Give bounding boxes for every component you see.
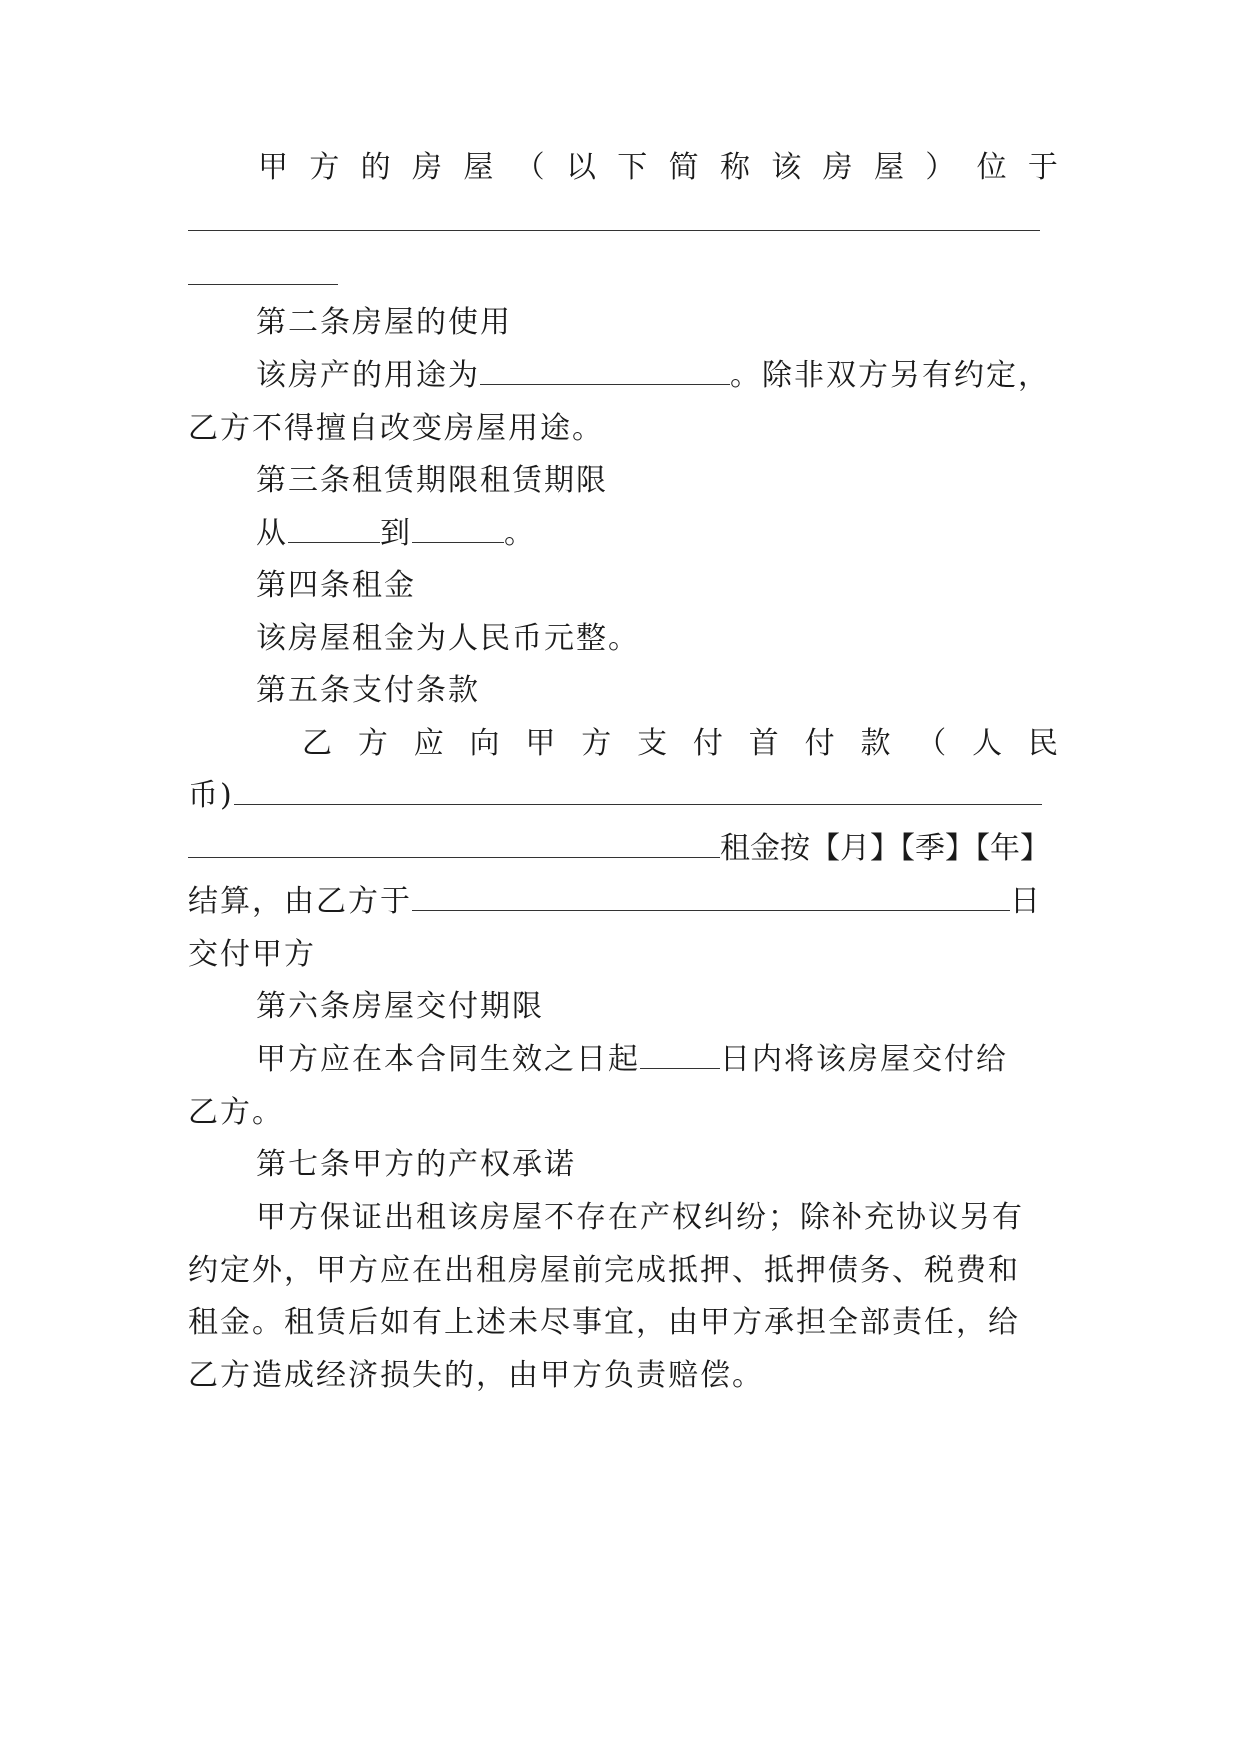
clause1-char: 甲 [258,150,288,185]
clause4-text: 该房屋租金为人民币元整。 [256,621,640,656]
clause5-line2 [188,770,1058,822]
clause1-char: 下 [617,150,648,185]
clause2-line1-text-a: 该房产的用途为 [256,358,480,393]
clause7-line2: 约定外，甲方应在出租房屋前完成抵押、抵押债务、税费和 [188,1253,1020,1288]
clause2-line1 [256,350,1058,402]
clause1-char: ） [925,150,956,185]
clause6-line1-text-b: 日内将该房屋交付给 [720,1042,1008,1077]
down-payment-blank [234,776,1042,805]
clause3-end: 。 [504,516,536,551]
clause1-char: 方 [309,150,340,185]
clause7-line1: 甲方保证出租该房屋不存在产权纠纷；除补充协议另有 [256,1200,1024,1235]
end-date-blank [412,514,504,543]
clause7-line3: 租金。租赁后如有上述未尽事宜，由甲方承担全部责任，给 [188,1305,1020,1340]
clause2-line2: 乙方不得擅自改变房屋用途。 [188,411,604,446]
clause6-line1-text-a: 甲方应在本合同生效之日起 [256,1042,640,1077]
clause5-char: 付 [692,726,723,761]
clause5-char: 支 [637,726,668,761]
clause1-char: 位 [976,150,1007,185]
clause5-char: 人 [972,726,1003,761]
clause3-from: 从 [256,516,288,551]
clause1-char: 房 [411,150,442,185]
down-payment-blank-cont [188,829,720,858]
clause5-char: 首 [748,726,779,761]
clause7-title: 第七条甲方的产权承诺 [256,1147,576,1182]
clause2-line1-text-b: 。除非双方另有约定， [730,358,1050,393]
blank-rule-address-2 [188,284,338,285]
clause5-char: 乙 [302,726,332,761]
clause1-line [258,142,1058,194]
clause5-char: 向 [469,726,500,761]
payment-day-blank [412,882,1010,911]
clause5-line4 [188,876,1058,928]
clause3-to: 到 [380,516,412,551]
clause5-char: 民 [1027,726,1058,761]
clause1-char: 以 [565,150,596,185]
clause5-char: 甲 [525,726,556,761]
clause5-char: 付 [804,726,835,761]
clause5-line3-text: 租金按【月】【季】【年】 [720,831,1050,866]
clause5-char: （ [916,726,947,761]
clause1-char: 屋 [463,150,494,185]
use-blank [480,356,730,385]
clause1-char: 房 [822,150,853,185]
clause1-char: 的 [360,150,391,185]
clause1-char: 屋 [873,150,904,185]
clause5-line3 [188,823,1058,875]
clause2-title: 第二条房屋的使用 [256,305,512,340]
clause1-char: （ [514,150,545,185]
blank-rule-address-1 [188,230,1040,231]
clause5-title: 第五条支付条款 [256,673,480,708]
clause5-line4-text-a: 结算，由乙方于 [188,884,412,919]
clause5-line5: 交付甲方 [188,937,316,972]
clause5-char: 方 [581,726,612,761]
clause6-title: 第六条房屋交付期限 [256,989,544,1024]
start-date-blank [288,514,380,543]
clause1-char: 称 [719,150,750,185]
clause5-line1 [302,718,1058,770]
clause1-char: 该 [771,150,802,185]
clause5-line2-text: 币) [188,778,234,813]
clause5-char: 款 [860,726,891,761]
clause3-period-line [256,508,1058,560]
delivery-days-blank [640,1040,720,1069]
clause6-line2: 乙方。 [188,1095,284,1130]
clause1-char: 简 [668,150,699,185]
clause5-line4-text-b: 日 [1010,884,1042,919]
clause6-line1 [256,1034,1058,1086]
clause5-char: 应 [413,726,444,761]
clause1-char: 于 [1027,150,1058,185]
clause3-title: 第三条租赁期限租赁期限 [256,463,608,498]
clause4-title: 第四条租金 [256,568,416,603]
clause7-line4: 乙方造成经济损失的，由甲方负责赔偿。 [188,1358,764,1393]
clause5-char: 方 [357,726,388,761]
